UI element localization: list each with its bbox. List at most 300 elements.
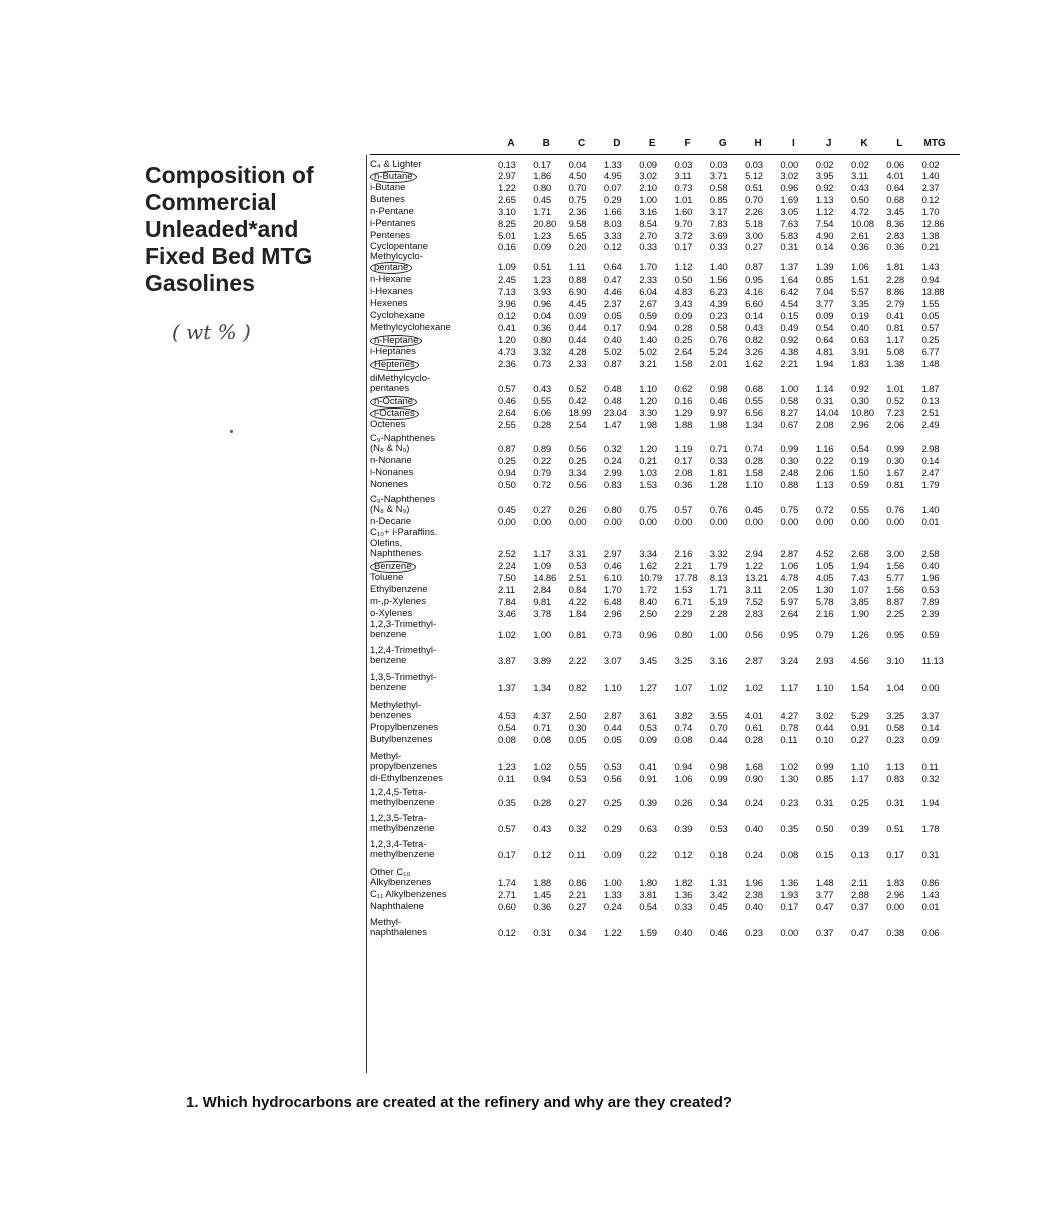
cell-value: 7.50 [498,573,516,584]
cell-value: 1.10 [815,683,834,694]
cell-value: 14.86 [533,573,557,584]
cell-value: 3.35 [851,299,869,310]
row-label-line: 1,2,3-Trimethyl- [370,619,437,630]
cell-value: 0.31 [780,242,799,253]
cell-value: 3.93 [533,287,551,298]
cell-value: 1.48 [815,878,834,889]
cell-value: 3.95 [815,171,834,182]
cell-value: 0.09 [639,160,657,171]
cell-value: 2.36 [498,359,516,370]
cell-value: 0.86 [921,878,940,889]
row-values [370,711,960,723]
cell-value: 0.00 [639,517,657,528]
cell-value: 7.23 [886,408,904,419]
row-label-line: n-Octane [370,396,417,408]
cell-value: 0.49 [780,323,799,334]
cell-value: 2.96 [851,420,869,431]
cell-value: 0.39 [639,798,657,809]
cell-value: 0.05 [568,735,587,746]
cell-value: 0.27 [533,505,551,516]
cell-value: 1.64 [780,275,799,286]
cell-value: 3.55 [709,711,728,722]
cell-value: 4.53 [498,711,516,722]
cell-value: 2.49 [921,420,940,431]
cell-value: 1.56 [709,275,728,286]
cell-value: 2.37 [603,299,622,310]
cell-value: 0.40 [921,561,940,572]
cell-value: 4.45 [568,299,587,310]
row-label-line: i-Pentanes [370,218,416,229]
cell-value: 1.93 [780,890,799,901]
cell-value: 0.00 [921,683,940,694]
row-values [370,480,960,492]
row-label-line: C₁₁ Alkylbenzenes [370,889,447,900]
cell-value: 1.10 [851,762,869,773]
cell-value: 1.40 [709,262,728,273]
cell-value: 0.16 [674,396,693,407]
cell-value: 0.45 [745,505,763,516]
cell-value: 0.36 [533,323,551,334]
cell-value: 1.79 [709,561,728,572]
row-values [370,549,960,561]
cell-value: 1.23 [533,275,551,286]
cell-value: 4.95 [603,171,622,182]
cell-value: 2.99 [603,468,622,479]
cell-value: 3.81 [639,890,657,901]
cell-value: 2.16 [674,549,693,560]
cell-value: 0.23 [745,928,763,939]
cell-value: 7.54 [815,219,834,230]
cell-value: 0.12 [674,850,693,861]
cell-value: 0.56 [745,630,763,641]
cell-value: 1.88 [674,420,693,431]
cell-value: 3.05 [780,207,799,218]
cell-value: 0.86 [568,878,587,889]
cell-value: 3.02 [780,171,799,182]
cell-value: 2.65 [498,195,516,206]
cell-value: 0.53 [568,774,587,785]
cell-value: 3.45 [886,207,904,218]
cell-value: 3.32 [533,347,551,358]
row-label-line: benzene [370,629,407,640]
cell-value: 1.16 [815,444,834,455]
cell-value: 0.94 [674,762,693,773]
cell-value: 0.81 [886,323,904,334]
cell-value: 0.54 [639,902,657,913]
cell-value: 0.68 [745,384,763,395]
cell-value: 0.21 [921,242,940,253]
cell-value: 0.05 [603,735,622,746]
cell-value: 3.96 [498,299,516,310]
cell-value: 0.22 [639,850,657,861]
cell-value: 0.56 [568,444,587,455]
cell-value: 0.44 [815,723,834,734]
row-label-line: Other C₁₀ [370,867,411,878]
cell-value: 0.01 [921,517,940,528]
cell-value: 3.17 [709,207,728,218]
cell-value: 1.28 [709,480,728,491]
cell-value: 0.00 [533,517,551,528]
cell-value: 0.78 [780,723,799,734]
cell-value: 5.24 [709,347,728,358]
cell-value: 0.35 [498,798,516,809]
cell-value: 4.37 [533,711,551,722]
row-values [370,723,960,735]
cell-value: 0.25 [568,456,587,467]
cell-value: 0.30 [568,723,587,734]
cell-value: 1.20 [639,444,657,455]
cell-value: 1.06 [674,774,693,785]
cell-value: 0.05 [603,311,622,322]
cell-value: 1.23 [498,762,516,773]
column-header-i: I [792,138,795,149]
cell-value: 0.48 [603,396,622,407]
cell-value: 0.27 [568,902,587,913]
cell-value: 0.75 [780,505,799,516]
cell-value: 2.97 [498,171,516,182]
cell-value: 0.58 [780,396,799,407]
cell-value: 1.80 [639,878,657,889]
cell-value: 0.47 [603,275,622,286]
cell-value: 1.58 [745,468,763,479]
column-header-h: H [754,138,762,149]
cell-value: 0.06 [921,928,940,939]
cell-value: 10.08 [851,219,874,230]
cell-value: 0.74 [745,444,763,455]
cell-value: 0.47 [851,928,869,939]
cell-value: 0.28 [745,456,763,467]
cell-value: 5.57 [851,287,869,298]
cell-value: 0.48 [603,384,622,395]
cell-value: 5.78 [815,597,834,608]
cell-value: 0.95 [780,630,799,641]
cell-value: 0.55 [851,505,869,516]
cell-value: 1.69 [780,195,799,206]
cell-value: 0.70 [709,723,728,734]
cell-value: 1.88 [533,878,551,889]
cell-value: 0.00 [851,517,869,528]
cell-value: 2.83 [745,609,763,620]
cell-value: 0.04 [568,160,587,171]
cell-value: 2.96 [886,890,904,901]
cell-value: 0.36 [674,480,693,491]
cell-value: 0.30 [851,396,869,407]
cell-value: 5.77 [886,573,904,584]
cell-value: 1.81 [709,468,728,479]
cell-value: 0.28 [533,798,551,809]
cell-value: 0.07 [603,183,622,194]
row-label-line: Naphthenes [370,548,422,559]
cell-value: 1.00 [603,878,622,889]
cell-value: 4.83 [674,287,693,298]
cell-value: 0.22 [533,456,551,467]
cell-value: 0.51 [533,262,551,273]
cell-value: 1.22 [745,561,763,572]
row-label-line: i-Octanes [370,408,419,420]
row-label-line: Butylbenzenes [370,734,433,745]
cell-value: 0.28 [745,735,763,746]
cell-value: 5.97 [780,597,799,608]
row-label-line: Propylbenzenes [370,722,439,733]
cell-value: 4.05 [815,573,834,584]
cell-value: 0.53 [603,762,622,773]
row-label-line: Octenes [370,419,406,430]
cell-value: 3.25 [674,656,693,667]
cell-value: 3.42 [709,890,728,901]
cell-value: 1.22 [498,183,516,194]
cell-value: 0.08 [498,735,516,746]
cell-value: 2.11 [498,585,515,596]
cell-value: 1.11 [568,262,586,273]
cell-value: 1.98 [709,420,728,431]
cell-value: 3.77 [815,890,834,901]
cell-value: 0.41 [639,762,657,773]
row-label-line: C₉-Naphthenes [370,433,436,444]
cell-value: 2.93 [815,656,834,667]
row-values [370,207,960,219]
cell-value: 2.87 [780,549,799,560]
cell-value: 0.31 [533,928,551,939]
cell-value: 0.17 [674,456,693,467]
cell-value: 0.03 [674,160,693,171]
cell-value: 2.64 [780,609,799,620]
cell-value: 0.95 [745,275,763,286]
cell-value: 1.09 [498,262,516,273]
cell-value: 0.16 [498,242,516,253]
cell-value: 2.97 [603,549,622,560]
cell-value: 0.27 [745,242,763,253]
cell-value: 0.99 [709,774,728,785]
cell-value: 4.16 [745,287,763,298]
cell-value: 0.47 [815,902,834,913]
cell-value: 0.36 [851,242,869,253]
cell-value: 3.00 [886,549,904,560]
row-values [370,824,960,836]
cell-value: 0.72 [533,480,551,491]
cell-value: 1.34 [745,420,763,431]
cell-value: 0.52 [886,396,904,407]
cell-value: 6.06 [533,408,551,419]
cell-value: 2.01 [709,359,728,370]
cell-value: 0.94 [533,774,551,785]
cell-value: 0.84 [568,585,587,596]
cell-value: 0.89 [533,444,551,455]
column-header-a: A [507,138,515,149]
cell-value: 0.14 [745,311,763,322]
row-values [370,183,960,195]
cell-value: 0.64 [815,335,834,346]
cell-value: 4.01 [745,711,763,722]
row-label-line: benzenes [370,710,412,721]
cell-value: 2.08 [674,468,693,479]
row-label-line: 1,2,3,5-Tetra- [370,813,427,824]
cell-value: 2.22 [568,656,587,667]
cell-value: 0.57 [498,824,516,835]
cell-value: 3.91 [851,347,869,358]
cell-value: 0.44 [709,735,728,746]
cell-value: 5.29 [851,711,869,722]
cell-value: 2.05 [780,585,799,596]
cell-value: 1.40 [921,171,940,182]
cell-value: 1.50 [851,468,869,479]
cell-value: 0.72 [815,505,834,516]
cell-value: 0.26 [674,798,693,809]
cell-value: 0.45 [709,902,728,913]
row-label-line: Ethylbenzene [370,584,428,595]
row-label-line: Pentenes [370,230,411,241]
cell-value: 1.02 [498,630,516,641]
cell-value: 1.60 [674,207,693,218]
cell-value: 0.46 [603,561,622,572]
cell-value: 0.31 [921,850,940,861]
cell-value: 2.51 [568,573,587,584]
cell-value: 0.46 [498,396,516,407]
cell-value: 3.72 [674,231,693,242]
cell-value: 0.39 [851,824,869,835]
cell-value: 0.33 [639,242,657,253]
cell-value: 0.45 [533,195,551,206]
cell-value: 1.36 [780,878,799,889]
cell-value: 0.00 [674,517,693,528]
cell-value: 0.06 [886,160,904,171]
cell-value: 3.61 [639,711,657,722]
cell-value: 17.78 [674,573,698,584]
cell-value: 0.17 [603,323,622,334]
cell-value: 2.94 [745,549,763,560]
cell-value: 8.87 [886,597,904,608]
cell-value: 2.87 [745,656,763,667]
cell-value: 1.17 [780,683,799,694]
cell-value: 0.53 [568,561,587,572]
cell-value: 1.13 [815,195,834,206]
row-values [370,505,960,517]
cell-value: 0.11 [780,735,798,746]
cell-value: 0.54 [851,444,869,455]
row-label-line: n-Hexane [370,274,412,285]
cell-value: 0.09 [533,242,551,253]
cell-value: 0.29 [603,195,622,206]
cell-value: 3.43 [674,299,693,310]
cell-value: 0.44 [603,723,622,734]
cell-value: 1.40 [639,335,657,346]
cell-value: 4.39 [709,299,728,310]
cell-value: 0.28 [674,323,693,334]
cell-value: 0.79 [815,630,834,641]
cell-value: 0.51 [886,824,904,835]
cell-value: 0.33 [709,456,728,467]
row-values [370,195,960,207]
cell-value: 4.72 [851,207,869,218]
cell-value: 2.11 [851,878,868,889]
cell-value: 0.45 [498,505,516,516]
cell-value: 3.71 [709,171,728,182]
cell-value: 0.02 [851,160,869,171]
cell-value: 4.73 [498,347,516,358]
cell-value: 0.80 [674,630,693,641]
cell-value: 4.56 [851,656,869,667]
cell-value: 1.36 [674,890,693,901]
cell-value: 0.91 [639,774,657,785]
cell-value: 0.55 [568,762,587,773]
cell-value: 0.82 [568,683,587,694]
cell-value: 0.55 [533,396,551,407]
cell-value: 4.90 [815,231,834,242]
cell-value: 0.53 [709,824,728,835]
row-values [370,171,960,183]
row-label-line: benzene [370,655,407,666]
cell-value: 1.71 [709,585,728,596]
cell-value: 0.32 [921,774,940,785]
cell-value: 2.33 [639,275,657,286]
row-values [370,420,960,432]
cell-value: 1.53 [674,585,693,596]
cell-value: 1.68 [745,762,763,773]
cell-value: 0.92 [815,183,834,194]
row-values [370,762,960,774]
cell-value: 2.58 [921,549,940,560]
cell-value: 2.06 [815,468,834,479]
row-label-line: 1,2,3,4-Tetra- [370,839,427,850]
cell-value: 0.83 [886,774,904,785]
cell-value: 4.27 [780,711,799,722]
cell-value: 9.97 [709,408,728,419]
cell-value: 0.13 [498,160,516,171]
cell-value: 1.02 [780,762,799,773]
cell-value: 1.02 [709,683,728,694]
row-values [370,299,960,311]
cell-value: 7.63 [780,219,799,230]
cell-value: 0.59 [639,311,657,322]
cell-value: 0.23 [709,311,728,322]
cell-value: 0.99 [780,444,799,455]
cell-value: 0.02 [921,160,940,171]
cell-value: 0.23 [780,798,799,809]
cell-value: 0.38 [886,928,904,939]
cell-value: 3.24 [780,656,799,667]
cell-value: 1.87 [921,384,940,395]
cell-value: 4.50 [568,171,587,182]
cell-value: 0.59 [851,480,869,491]
cell-value: 1.01 [674,195,693,206]
row-values [370,311,960,323]
cell-value: 2.64 [498,408,516,419]
cell-value: 5.65 [568,231,587,242]
cell-value: 8.03 [603,219,622,230]
cell-value: 0.87 [745,262,763,273]
cell-value: 0.98 [709,384,728,395]
cell-value: 1.13 [815,480,834,491]
row-label-line: Methyl- [370,917,402,928]
cell-value: 1.17 [533,549,551,560]
cell-value: 1.59 [639,928,657,939]
column-header-l: L [896,138,903,149]
cell-value: 8.54 [639,219,657,230]
cell-value: 0.46 [709,928,728,939]
row-values [370,408,960,420]
cell-value: 20.80 [533,219,557,230]
cell-value: 10.79 [639,573,662,584]
cell-value: 0.00 [568,517,587,528]
cell-value: 0.31 [815,798,834,809]
title-line: Unleaded*and [145,216,299,242]
cell-value: 0.00 [886,517,904,528]
cell-value: 3.31 [568,549,587,560]
cell-value: 1.33 [603,890,622,901]
cell-value: 0.17 [780,902,799,913]
cell-value: 8.36 [886,219,904,230]
cell-value: 1.07 [851,585,869,596]
row-label-line: pentanes [370,383,410,394]
